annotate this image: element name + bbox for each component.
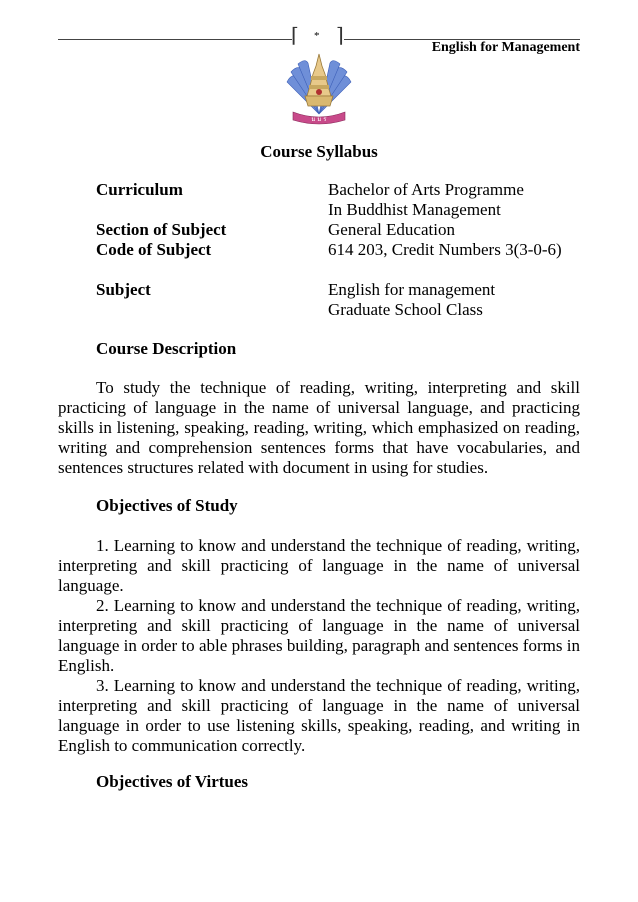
header-rule-left [58, 39, 292, 40]
course-description-heading: Course Description [96, 339, 237, 358]
meta-value: 614 203, Credit Numbers 3(3-0-6) [328, 240, 562, 259]
meta-value: General Education [328, 220, 455, 239]
document-title: Course Syllabus [260, 142, 378, 161]
meta-label: Curriculum [96, 180, 183, 199]
logo-banner-text: ม ม ร [311, 116, 327, 123]
objective-item: 1. Learning to know and understand the technique of reading, writing, interpreting and skill practicing of language in the name of universal language. [58, 536, 580, 595]
meta-label: Section of Subject [96, 220, 227, 239]
meta-label: Code of Subject [96, 240, 212, 259]
meta-value: Graduate School Class [328, 300, 483, 319]
objectives-study-heading: Objectives of Study [96, 496, 238, 515]
objectives-virtues-heading: Objectives of Virtues [96, 772, 249, 791]
objective-item: 2. Learning to know and understand the technique of reading, writing, interpreting and skill practicing of language in the name of universal language in order to able phrases building, paragraph and sentences forms in English. [58, 596, 580, 675]
objectives-study-list [58, 536, 580, 756]
header-title: English for Management [431, 40, 580, 55]
university-seal-logo [281, 52, 357, 130]
header-bracket-left: ⌈ [291, 25, 299, 47]
meta-value: Bachelor of Arts Programme [328, 180, 524, 199]
objective-item: 3. Learning to know and understand the technique of reading, writing, interpreting and skill practicing of language in the name of universal language in order to use listening skills, speaking, reading, and writing in English to communication correctly. [58, 676, 580, 755]
meta-label: Subject [96, 280, 151, 299]
meta-value: In Buddhist Management [328, 200, 501, 219]
header-ornament: * [314, 30, 320, 42]
course-description-text: To study the technique of reading, writing, interpreting and skill practicing of language in the name of universal language, and practicing skills in listening, speaking, reading, writing, which emphasized on reading, writing and comprehension sentences forms that have vocabularies, and sentences structures related with document in using for studies. [58, 378, 580, 477]
header-bracket-right: ⌉ [336, 25, 344, 47]
meta-value: English for management [328, 280, 496, 299]
